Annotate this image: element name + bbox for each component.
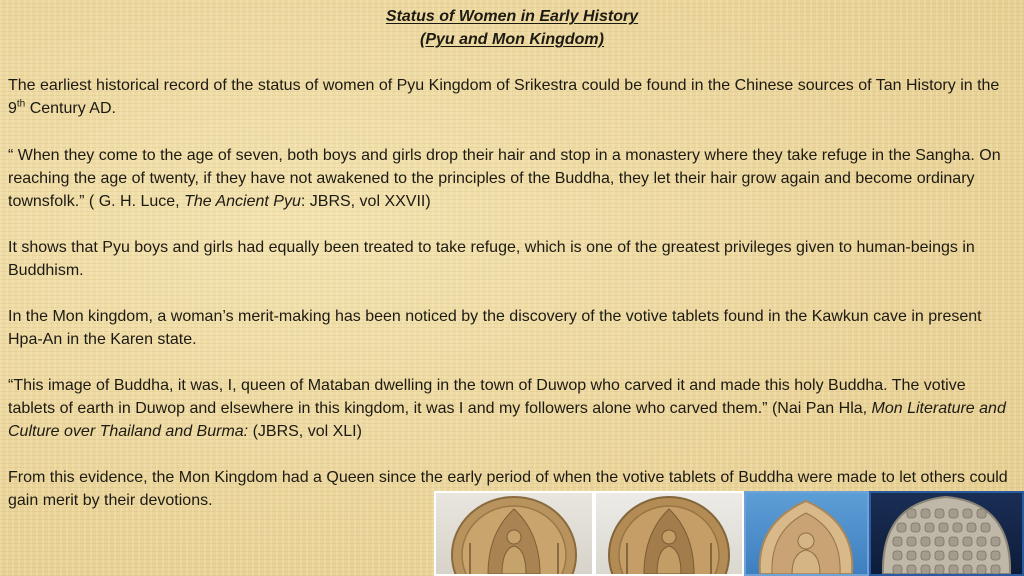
paragraph-refuge-equality: It shows that Pyu boys and girls had equally been treated to take refuge, which is one of the greatest privileges given to human-beings in Buddhism. [8,239,975,279]
many-buddhas-tablet-icon [871,493,1022,574]
paragraph-conclusion: From this evidence, the Mon Kingdom had a Queen since the early period of when the votive tablets of Buddha were made to let others could gain merit by their devotions. [8,469,1008,509]
votive-tablets-images [434,491,1024,576]
paragraph-luce-quote: “ When they come to the age of seven, both boys and girls drop their hair and stop in a monastery where they take refuge in the Sangha. On reaching the age of twenty, if they have not awakened to the principles of the Buddha, they let their hair grow again and become ordinary townsfolk.” ( G. H. Luce, The Ancient Pyu: JBRS, vol XXVII) [8,147,1001,210]
paragraph-mon-kingdom: In the Mon kingdom, a woman’s merit-making has been noticed by the discovery of the votive tablets found in the Kawkun cave in present Hpa-An in the Karen state. [8,308,982,348]
slide-title: Status of Women in Early History [385,8,639,25]
votive-tablet-image-3 [744,491,869,576]
book-title-mon-literature: Mon Literature and Culture over Thailand and Burma: [8,400,1006,440]
ordinal-superscript: th [16,98,26,110]
votive-tablet-image-2 [594,491,744,576]
votive-tablet-image-4 [869,491,1024,576]
buddha-tablet-icon [436,493,592,574]
book-title-ancient-pyu: The Ancient Pyu [184,193,301,210]
paragraph-tan-history: The earliest historical record of the status of women of Pyu Kingdom of Srikestra could be found in the Chinese sources of Tan History in the 9th Century AD. [8,77,1000,117]
paragraph-queen-quote: “This image of Buddha, it was, I, queen of Mataban dwelling in the town of Duwop who carved it and made this holy Buddha. The votive tablets of earth in Duwop and elsewhere in this kingdom, it was I and my followers alone who carved them.” (Nai Pan Hla, Mon Literature and Culture over Thailand and Burma: (JBRS, vol XLI) [8,377,1006,440]
buddha-tablet-icon [746,493,867,574]
slide-subtitle: (Pyu and Mon Kingdom) [420,31,604,48]
votive-tablet-image-1 [434,491,594,576]
buddha-tablet-icon [596,493,742,574]
